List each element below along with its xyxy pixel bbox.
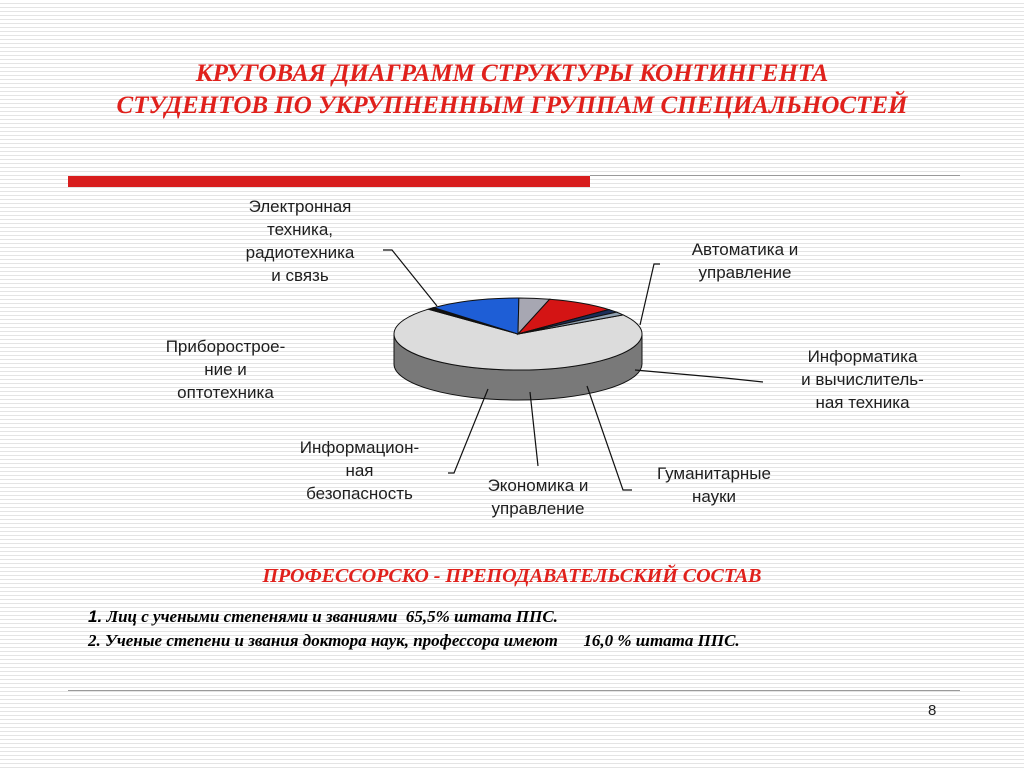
label-instrument: Приборострое- ние и оптотехника xyxy=(165,337,286,402)
leader-line-4 xyxy=(530,392,538,466)
pps-item-1-text: Лиц с учеными степенями и званиями 65,5% штата ППС. xyxy=(102,607,558,626)
label-infosecurity: Информацион- ная безопасность xyxy=(299,438,420,503)
label-automation: Автоматика и управление xyxy=(691,240,799,282)
label-economics: Экономика и управление xyxy=(487,476,589,518)
title-line-2: СТУДЕНТОВ ПО УКРУПНЕННЫМ ГРУППАМ СПЕЦИАЛЬНОСТЕЙ xyxy=(116,92,908,119)
leader-line-5 xyxy=(448,389,488,473)
pps-item-2: 2. Ученые степени и звания доктора наук, профессора имеют 16,0 % штата ППС. xyxy=(88,631,740,650)
label-humanities: Гуманитарные науки xyxy=(657,464,771,506)
pps-notes xyxy=(88,605,918,653)
pps-item-1-number: 1. xyxy=(88,607,103,626)
leader-line-2 xyxy=(635,370,763,382)
title-line-1: КРУГОВАЯ ДИАГРАММ СТРУКТУРЫ КОНТИНГЕНТА xyxy=(195,60,829,87)
page-number: 8 xyxy=(928,702,937,719)
leader-line-1 xyxy=(640,264,660,325)
leader-line-0 xyxy=(383,250,437,306)
label-informatics: Информатика и вычислитель- ная техника xyxy=(801,347,924,412)
pps-heading: ПРОФЕССОРСКО - ПРЕПОДАВАТЕЛЬСКИЙ СОСТАВ xyxy=(262,565,762,587)
bottom-divider xyxy=(68,690,960,691)
label-electronics: Электронная техника, радиотехника и связь xyxy=(245,197,355,285)
pps-item-1 xyxy=(88,605,918,629)
